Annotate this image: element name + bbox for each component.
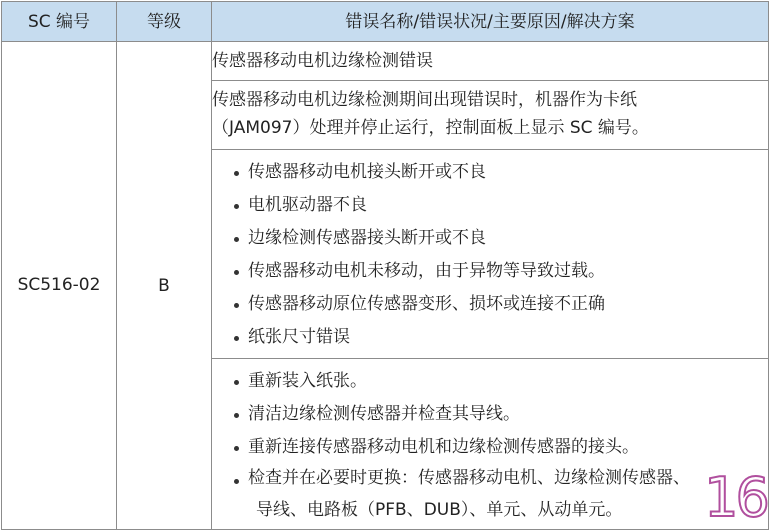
error-condition-line-2: （JAM097）处理并停止运行，控制面板上显示 SC 编号。 [212, 118, 649, 138]
solution-item: 重新连接传感器移动电机和边缘检测传感器的接头。 [234, 431, 768, 464]
cause-item: 电机驱动器不良 [234, 189, 768, 222]
solution-item: 检查并在必要时更换：传感器移动电机、边缘检测传感器、 [234, 464, 768, 493]
causes-cell [212, 150, 769, 359]
sc-code-value: SC516-02 [17, 275, 101, 295]
error-name: 传感器移动电机边缘检测错误 [212, 51, 433, 71]
header-level: 等级 [117, 2, 212, 42]
sc-code-table [1, 1, 769, 530]
cause-item: 边缘检测传感器接头断开或不良 [234, 222, 768, 255]
error-condition-line-1: 传感器移动电机边缘检测期间出现错误时，机器作为卡纸 [212, 90, 637, 110]
cause-item: 传感器移动原位传感器变形、损坏或连接不正确 [234, 288, 768, 321]
solutions-cell [212, 359, 769, 530]
table-row [2, 42, 769, 81]
error-condition-cell [212, 81, 769, 150]
solution-item-continuation: 导线、电路板（PFB、DUB）、单元、从动单元。 [256, 500, 623, 520]
cause-item: 传感器移动电机未移动，由于异物等导致过载。 [234, 255, 768, 288]
header-detail: 错误名称/错误状况/主要原因/解决方案 [212, 2, 769, 42]
header-sc-code: SC 编号 [2, 2, 117, 42]
table-header-row [2, 2, 769, 42]
solutions-list [212, 359, 768, 497]
cause-item: 传感器移动电机接头断开或不良 [234, 156, 768, 189]
page-number: 16 [704, 466, 767, 529]
level-value: B [158, 275, 170, 296]
solution-item: 重新装入纸张。 [234, 365, 768, 398]
error-name-cell [212, 42, 769, 81]
causes-list [212, 150, 768, 358]
solution-item: 清洁边缘检测传感器并检查其导线。 [234, 398, 768, 431]
cause-item: 纸张尺寸错误 [234, 321, 768, 354]
sc-code-cell [2, 42, 117, 530]
level-cell [117, 42, 212, 530]
